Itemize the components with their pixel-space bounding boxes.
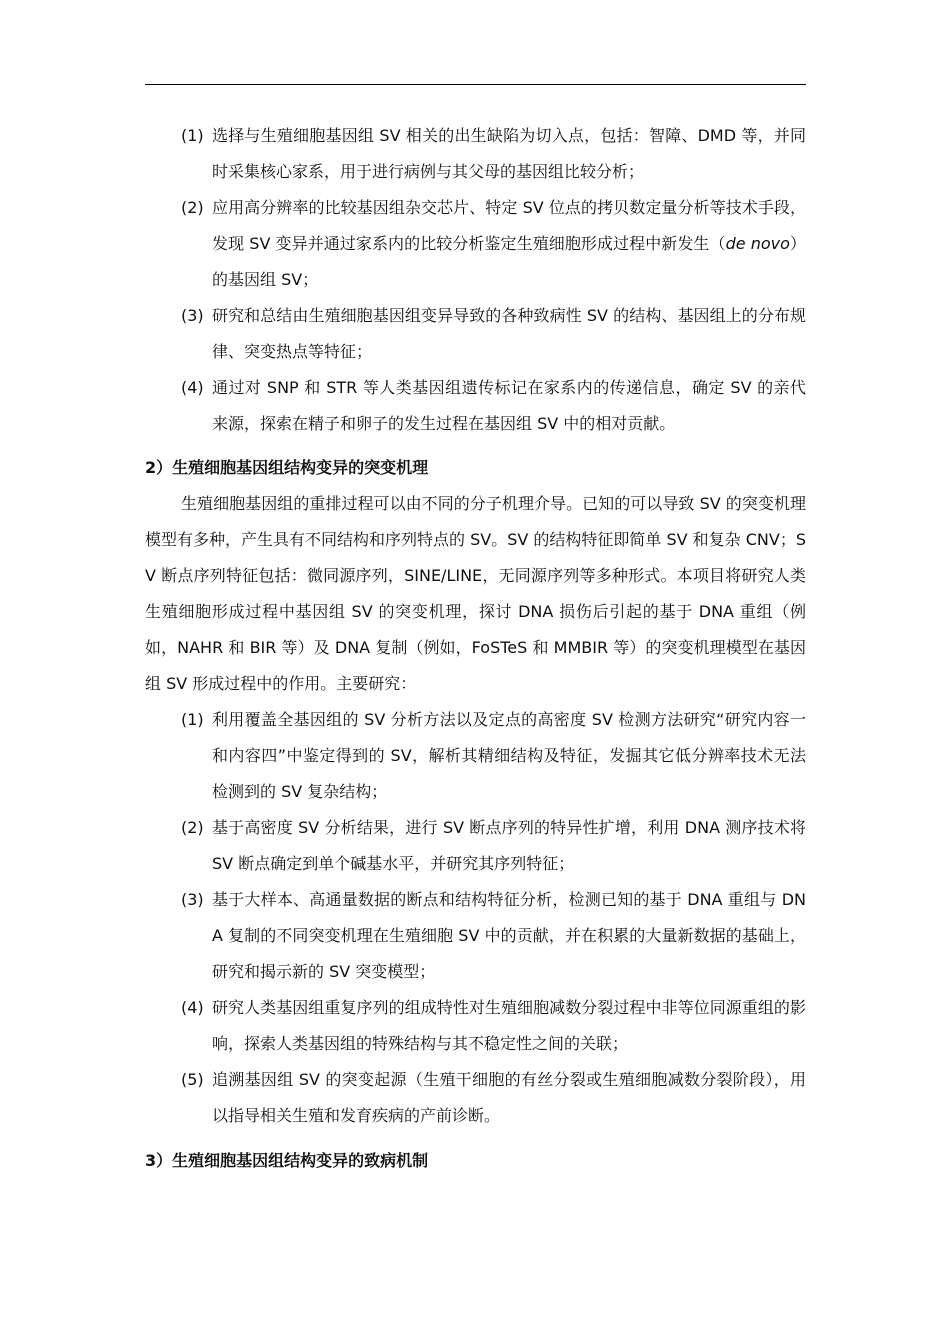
section2-list (145, 702, 806, 1134)
list-item (181, 702, 806, 810)
italic-term: de novo (725, 234, 790, 253)
item-text: 研究和总结由生殖细胞基因组变异导致的各种致病性 SV 的结构、基因组上的分布规律、突变热点等特征； (212, 306, 806, 361)
item-number: (4) (181, 998, 204, 1017)
list-item (181, 298, 806, 370)
list-item (181, 1062, 806, 1134)
header-rule (145, 84, 806, 85)
item-number: (4) (181, 378, 204, 397)
item-number: (2) (181, 818, 204, 837)
body-paragraph: 生殖细胞基因组的重排过程可以由不同的分子机理介导。已知的可以导致 SV 的突变机理模型有多种，产生具有不同结构和序列特点的 SV。SV 的结构特征即简单 SV 和复杂 CNV；SV 断点序列特征包括：微同源序列，SINE/LINE，无同源序列等多种形式。本项目将研究人类生殖细胞形成过程中基因组 SV 的突变机理，探讨 DNA 损伤后引起的基于 DNA 重组（例如，NAHR 和 BIR 等）及 DNA 复制（例如，FoSTeS 和 MMBIR 等）的突变机理模型在基因组 SV 形成过程中的作用。主要研究： (145, 494, 806, 693)
item-number: (3) (181, 306, 204, 325)
list-item (181, 190, 806, 298)
item-text-part: ）的基因组 SV； (212, 234, 806, 289)
item-text: 通过对 SNP 和 STR 等人类基因组遗传标记在家系内的传递信息，确定 SV 的亲代来源，探索在精子和卵子的发生过程在基因组 SV 中的相对贡献。 (212, 378, 806, 433)
item-number: (2) (181, 198, 204, 217)
item-text: 研究人类基因组重复序列的组成特性对生殖细胞减数分裂过程中非等位同源重组的影响，探索人类基因组的特殊结构与其不稳定性之间的关联； (212, 998, 806, 1053)
list-item (181, 370, 806, 442)
document-body (145, 118, 806, 1179)
item-number: (1) (181, 126, 204, 145)
item-number: (5) (181, 1070, 204, 1089)
section-heading: 2）生殖细胞基因组结构变异的突变机理 (145, 458, 429, 477)
section1-list (145, 118, 806, 442)
item-text: 选择与生殖细胞基因组 SV 相关的出生缺陷为切入点，包括：智障、DMD 等，并同时采集核心家系，用于进行病例与其父母的基因组比较分析； (212, 126, 806, 181)
item-text-part: 应用高分辨率的比较基因组杂交芯片、特定 SV 位点的拷贝数定量分析等技术手段，发现 SV 变异并通过家系内的比较分析鉴定生殖细胞形成过程中新发生（ (212, 198, 806, 253)
item-text: 基于大样本、高通量数据的断点和结构特征分析，检测已知的基于 DNA 重组与 DNA 复制的不同突变机理在生殖细胞 SV 中的贡献，并在积累的大量新数据的基础上，研究和揭示新的 SV 突变模型； (212, 890, 806, 981)
item-text: 利用覆盖全基因组的 SV 分析方法以及定点的高密度 SV 检测方法研究“研究内容一和内容四”中鉴定得到的 SV，解析其精细结构及特征，发掘其它低分辨率技术无法检测到的 SV 复杂结构； (212, 710, 806, 801)
list-item (181, 882, 806, 990)
item-number: (3) (181, 890, 204, 909)
section-heading: 3）生殖细胞基因组结构变异的致病机制 (145, 1151, 429, 1170)
item-text: 追溯基因组 SV 的突变起源（生殖干细胞的有丝分裂或生殖细胞减数分裂阶段），用以指导相关生殖和发育疾病的产前诊断。 (212, 1070, 806, 1125)
item-text (212, 190, 806, 298)
list-item (181, 990, 806, 1062)
item-number: (1) (181, 710, 204, 729)
list-item (181, 118, 806, 190)
list-item (181, 810, 806, 882)
item-text: 基于高密度 SV 分析结果，进行 SV 断点序列的特异性扩增，利用 DNA 测序技术将 SV 断点确定到单个碱基水平，并研究其序列特征； (212, 818, 806, 873)
